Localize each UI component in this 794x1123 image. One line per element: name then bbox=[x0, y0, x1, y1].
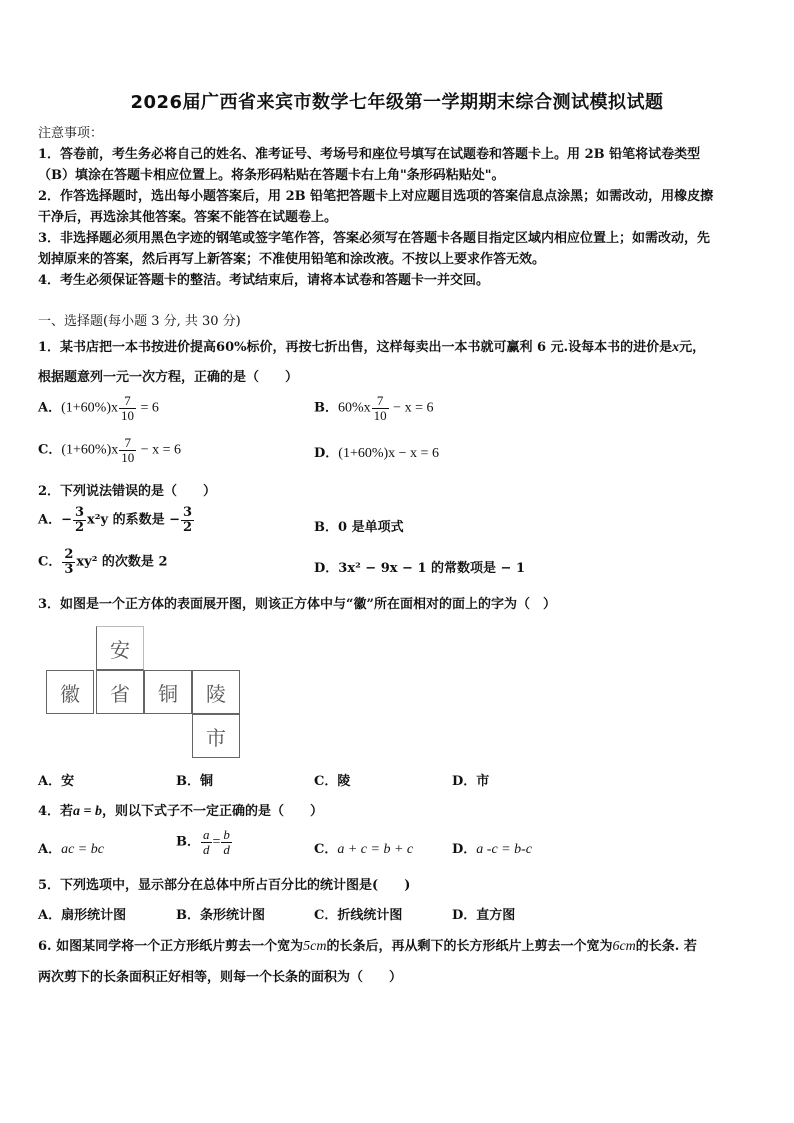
question-1-line2: 根据题意列一元一次方程，正确的是（ ） bbox=[38, 370, 299, 385]
question-2-stem: 2．下列说法错误的是（ ） bbox=[38, 484, 217, 499]
q1-option-a[interactable]: A．(1+60%)x $\frac{7}{10}$ = 6 bbox=[38, 393, 159, 423]
net-cell-an: 安 bbox=[96, 626, 144, 670]
notice-line-2: （B）填涂在答题卡相应位置上。将条形码粘贴在答题卡右上角"条形码粘贴处"。 bbox=[38, 168, 505, 183]
question-1-stem bbox=[38, 336, 705, 356]
q1-option-d[interactable]: D．(1+60%)x − x = 6 bbox=[314, 446, 439, 461]
q5-option-b[interactable]: B．条形统计图 bbox=[176, 908, 265, 923]
q4-option-c[interactable]: C．a + c = b + c bbox=[314, 842, 414, 857]
q5-option-a[interactable]: A．扇形统计图 bbox=[38, 908, 127, 923]
q3-option-a[interactable]: A．安 bbox=[38, 774, 75, 789]
question-1-var: x bbox=[672, 340, 680, 355]
section-heading: 一、选择题(每小题 3 分, 共 30 分) bbox=[38, 314, 241, 329]
q3-option-b[interactable]: B．铜 bbox=[176, 774, 213, 789]
width-5cm: 5cm bbox=[303, 939, 327, 954]
question-4-condition: a = b bbox=[73, 804, 103, 819]
net-cell-tong: 铜 bbox=[144, 670, 192, 714]
notice-line-3: 2．作答选择题时，选出每小题答案后，用 2B 铅笔把答题卡上对应题目选项的答案信息点涂黑；如需改动，用橡皮擦 bbox=[38, 189, 714, 204]
fraction: $\frac{7}{10}$ bbox=[373, 393, 387, 423]
question-1-end: 元， bbox=[679, 340, 706, 355]
notice-line-6: 划掉原来的答案，然后再写上新答案；不准使用铅笔和涂改液。不按以上要求作答无效。 bbox=[38, 252, 546, 267]
q2-option-b[interactable]: B．0 是单项式 bbox=[314, 520, 404, 535]
fraction: $\frac{7}{10}$ bbox=[121, 435, 135, 465]
q2-option-a[interactable]: A．− $\frac{3}{2}$ x²y 的系数是 − $\frac{3}{2}$ bbox=[38, 505, 193, 535]
net-cell-sheng: 省 bbox=[96, 670, 144, 714]
q3-option-c[interactable]: C．陵 bbox=[314, 774, 351, 789]
net-cell-shi: 市 bbox=[192, 714, 240, 758]
q3-option-d[interactable]: D．市 bbox=[452, 774, 490, 789]
page-title: 2026届广西省来宾市数学七年级第一学期期末综合测试模拟试题 bbox=[130, 92, 664, 113]
notice-line-7: 4．考生必须保证答题卡的整洁。考试结束后，请将本试卷和答题卡一并交回。 bbox=[38, 273, 490, 288]
q5-option-d[interactable]: D．直方图 bbox=[452, 908, 516, 923]
q1-option-b[interactable]: B．60%x $\frac{7}{10}$ − x = 6 bbox=[314, 393, 434, 423]
question-5-stem: 5．下列选项中，显示部分在总体中所占百分比的统计图是( ) bbox=[38, 878, 411, 893]
net-cell-ling: 陵 bbox=[192, 670, 240, 714]
net-cell-hui: 徽 bbox=[46, 670, 94, 714]
question-4-stem: 4．若a = b，则以下式子不一定正确的是（ ） bbox=[38, 804, 324, 819]
question-6-line2: 两次剪下的长条面积正好相等，则每一个长条的面积为（ ） bbox=[38, 970, 403, 985]
q2-option-d[interactable]: D．3x² − 9x − 1 的常数项是 − 1 bbox=[314, 561, 526, 576]
question-3-stem: 3．如图是一个正方体的表面展开图，则该正方体中与“徽”所在面相对的面上的字为（ ） bbox=[38, 597, 557, 612]
q4-option-d[interactable]: D．a -c = b-c bbox=[452, 842, 532, 857]
notice-line-5: 3．非选择题必须用黑色字迹的钢笔或签字笔作答，答案必须写在答题卡各题目指定区域内相应位置上；如需改动，先 bbox=[38, 231, 711, 246]
q4-option-a[interactable]: A．ac = bc bbox=[38, 842, 104, 857]
q1-option-c[interactable]: C．(1+60%)x $\frac{7}{10}$ − x = 6 bbox=[38, 435, 182, 465]
notice-line-1: 1．答卷前，考生务必将自己的姓名、准考证号、考场号和座位号填写在试题卷和答题卡上。用 2B 铅笔将试卷类型 bbox=[38, 147, 701, 162]
q2-option-c[interactable]: C． $\frac{2}{3}$ xy² 的次数是 2 bbox=[38, 547, 168, 577]
q4-option-b[interactable]: B． $\frac{a}{d}$ = $\frac{b}{d}$ bbox=[176, 827, 230, 857]
width-6cm: 6cm bbox=[612, 939, 636, 954]
notice-line-4: 干净后，再选涂其他答案。答案不能答在试题卷上。 bbox=[38, 210, 338, 225]
question-1-text: 1．某书店把一本书按进价提高60%标价，再按七折出售，这样每卖出一本书就可赢利 6 元.设每本书的进价是 bbox=[38, 340, 673, 355]
question-6-line1: 6. 如图某同学将一个正方形纸片剪去一个宽为5cm的长条后，再从剩下的长方形纸片上剪去一个宽为6cm的长条. 若 bbox=[38, 939, 697, 954]
q5-option-c[interactable]: C．折线统计图 bbox=[314, 908, 403, 923]
fraction: $\frac{7}{10}$ bbox=[120, 393, 134, 423]
notice-heading: 注意事项： bbox=[38, 126, 104, 141]
